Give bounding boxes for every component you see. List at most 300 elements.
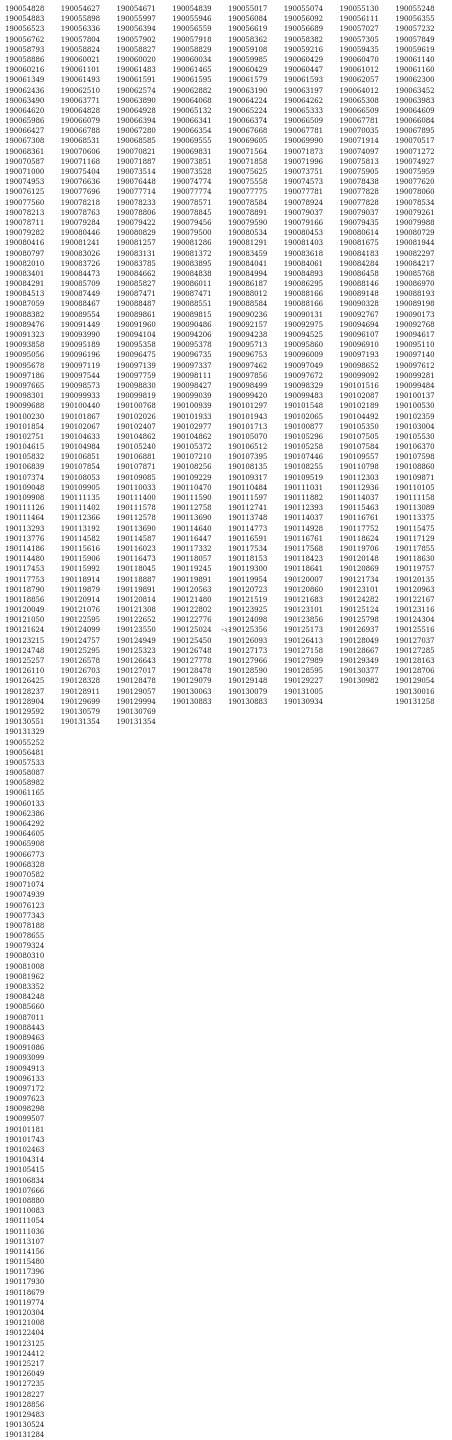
- roll-number: 190067895: [395, 126, 451, 136]
- roll-number: 190089476: [5, 320, 61, 330]
- roll-number: 190078584: [228, 198, 284, 208]
- roll-number: 190118679: [5, 1288, 61, 1298]
- roll-number: 190096196: [61, 350, 117, 360]
- roll-number: 190056481: [5, 748, 61, 758]
- roll-number: 190129079: [172, 676, 228, 686]
- roll-number: 190076123: [5, 901, 61, 911]
- roll-number: 190079166: [284, 218, 340, 228]
- roll-number: 190098298: [5, 1104, 61, 1114]
- roll-number: 190105415: [5, 1165, 61, 1175]
- roll-number: 190059619: [395, 45, 451, 55]
- roll-number: 190101297: [228, 401, 284, 411]
- roll-number: 190070606: [61, 147, 117, 157]
- roll-number: 190058793: [5, 45, 61, 55]
- roll-number: 190079284: [61, 218, 117, 228]
- roll-number: 190088584: [228, 299, 284, 309]
- roll-number: 190092157: [228, 320, 284, 330]
- roll-number: 190098652: [340, 361, 396, 371]
- roll-number: 190076448: [117, 177, 173, 187]
- roll-number: 190126578: [61, 656, 117, 666]
- roll-number: 190122776: [172, 615, 228, 625]
- roll-number: 190125217: [5, 1359, 61, 1369]
- roll-number: 190101854: [5, 422, 61, 432]
- page-number: -২-: [0, 624, 452, 636]
- roll-number: 190092975: [284, 320, 340, 330]
- roll-number: 190069990: [284, 136, 340, 146]
- roll-number: 190102087: [340, 391, 396, 401]
- roll-number: 190064262: [284, 96, 340, 106]
- roll-number: 190118423: [284, 554, 340, 564]
- roll-number: 190064928: [117, 106, 173, 116]
- roll-number: 190080446: [61, 228, 117, 238]
- roll-number: 190055248: [395, 4, 451, 14]
- roll-number: 190067308: [5, 136, 61, 146]
- roll-number: 190129148: [228, 676, 284, 686]
- roll-number: 190093099: [5, 1053, 61, 1063]
- roll-number: 190090328: [340, 299, 396, 309]
- roll-number: 190054839: [172, 4, 228, 14]
- roll-number: 190055997: [117, 14, 173, 24]
- roll-number: 190060470: [340, 55, 396, 65]
- roll-number: 190095358: [117, 340, 173, 350]
- roll-number: 190130883: [172, 697, 228, 707]
- roll-number: 190060216: [5, 65, 61, 75]
- roll-number: 190120049: [5, 605, 61, 615]
- roll-number: 190063197: [284, 86, 340, 96]
- roll-number: 190128237: [5, 687, 61, 697]
- roll-number: 190106834: [5, 1176, 61, 1186]
- roll-number: 190063452: [395, 86, 451, 96]
- roll-number: 190057305: [340, 35, 396, 45]
- roll-number: 190112758: [172, 503, 228, 513]
- roll-number: 190088467: [61, 299, 117, 309]
- roll-number: 190080797: [5, 249, 61, 259]
- roll-number: 190074573: [284, 177, 340, 187]
- roll-number: 190097462: [228, 361, 284, 371]
- roll-number: 190083785: [117, 259, 173, 269]
- roll-number: 190099507: [5, 1114, 61, 1124]
- roll-number: 190058886: [5, 55, 61, 65]
- roll-number: 190100768: [117, 401, 173, 411]
- roll-number: 190074927: [395, 157, 451, 167]
- roll-number: 190123550: [117, 625, 173, 635]
- roll-number: 190114773: [228, 524, 284, 534]
- roll-number: 190056336: [61, 24, 117, 34]
- roll-number: 190119706: [340, 544, 396, 554]
- roll-number: 190121008: [5, 1318, 61, 1328]
- roll-number: 190071000: [5, 167, 61, 177]
- roll-number: 190114156: [5, 1247, 61, 1257]
- roll-number: 190123101: [340, 585, 396, 595]
- roll-number: 190123116: [395, 605, 451, 615]
- roll-number: 190084183: [340, 249, 396, 259]
- roll-number: 190100877: [284, 422, 340, 432]
- roll-number: 190115906: [61, 554, 117, 564]
- roll-number: 190083131: [117, 249, 173, 259]
- roll-number: 190084041: [228, 259, 284, 269]
- roll-number: 190099483: [284, 391, 340, 401]
- roll-number: 190073751: [284, 167, 340, 177]
- roll-number: 190096910: [340, 340, 396, 350]
- roll-number: 190107395: [228, 452, 284, 462]
- roll-number: 190056689: [284, 24, 340, 34]
- roll-number: 190089861: [117, 310, 173, 320]
- roll-number: 190116591: [228, 534, 284, 544]
- roll-number: 190110484: [228, 483, 284, 493]
- roll-number: 190092768: [395, 320, 451, 330]
- roll-number: 190107584: [340, 442, 396, 452]
- roll-number: 190120304: [5, 1308, 61, 1318]
- roll-number: 190064224: [228, 96, 284, 106]
- roll-number: 190061160: [395, 65, 451, 75]
- roll-number: 190121734: [340, 575, 396, 585]
- roll-number: 190068328: [5, 860, 61, 870]
- roll-number: 190117568: [284, 544, 340, 554]
- roll-number: 190089148: [340, 289, 396, 299]
- roll-number: 190065308: [340, 96, 396, 106]
- roll-number: 190094617: [395, 330, 451, 340]
- roll-number: 190060021: [61, 55, 117, 65]
- roll-number: 190090486: [172, 320, 228, 330]
- roll-number: 190118624: [340, 534, 396, 544]
- roll-number: 190130934: [284, 697, 340, 707]
- roll-number: 190127285: [395, 646, 451, 656]
- roll-number: 190087471: [117, 289, 173, 299]
- roll-number: 190125798: [340, 615, 396, 625]
- roll-number: 190095860: [284, 340, 340, 350]
- roll-number: 190126093: [228, 636, 284, 646]
- roll-number: 190109908: [5, 493, 61, 503]
- roll-number: 190097856: [228, 371, 284, 381]
- roll-number: 190117534: [228, 544, 284, 554]
- roll-number: 190061591: [117, 75, 173, 85]
- roll-number: 190130551: [5, 717, 61, 727]
- roll-number: 190079282: [5, 228, 61, 238]
- roll-number: 190102407: [117, 422, 173, 432]
- roll-number: 190120007: [284, 575, 340, 585]
- roll-number: 190112393: [284, 503, 340, 513]
- roll-number: 190066427: [5, 126, 61, 136]
- roll-number: 190131354: [61, 717, 117, 727]
- roll-number: 190112578: [117, 513, 173, 523]
- roll-number: 190113776: [5, 534, 61, 544]
- roll-number: 190105296: [284, 432, 340, 442]
- roll-number: 190120563: [172, 585, 228, 595]
- roll-number: 190117855: [395, 544, 451, 554]
- roll-number: 190079500: [172, 228, 228, 238]
- roll-number: 190078218: [61, 198, 117, 208]
- roll-number: 190083726: [61, 259, 117, 269]
- roll-number: 190113690: [172, 513, 228, 523]
- roll-number: 190081241: [61, 238, 117, 248]
- roll-number: 190084838: [172, 269, 228, 279]
- roll-number: 190120914: [61, 595, 117, 605]
- roll-number: 190078213: [5, 208, 61, 218]
- roll-number: 190114587: [117, 534, 173, 544]
- roll-number: 190107871: [117, 462, 173, 472]
- roll-number: 190077774: [172, 187, 228, 197]
- roll-number: 190105258: [284, 442, 340, 452]
- roll-number: 190061493: [61, 75, 117, 85]
- roll-number: 190099933: [61, 391, 117, 401]
- roll-number: 190085827: [117, 279, 173, 289]
- roll-number: 190084994: [228, 269, 284, 279]
- roll-number: 190081372: [172, 249, 228, 259]
- roll-number: 190102359: [395, 412, 451, 422]
- roll-number: 190064012: [340, 86, 396, 96]
- roll-number: 190111464: [5, 513, 61, 523]
- roll-number: 190113293: [5, 524, 61, 534]
- roll-number: 190060034: [172, 55, 228, 65]
- roll-number: 190104862: [172, 432, 228, 442]
- roll-number: 190113375: [395, 513, 451, 523]
- roll-number: 190106370: [395, 442, 451, 452]
- roll-number: 190113690: [117, 524, 173, 534]
- roll-number: 190059435: [340, 45, 396, 55]
- roll-number: 190058824: [61, 45, 117, 55]
- roll-number: 190084291: [5, 279, 61, 289]
- roll-number: 190119891: [117, 585, 173, 595]
- roll-number: 190085660: [5, 1002, 61, 1012]
- roll-number: 190094913: [5, 1064, 61, 1074]
- roll-number: 190080453: [284, 228, 340, 238]
- roll-number: 190125024: [172, 625, 228, 635]
- roll-number: 190097140: [395, 350, 451, 360]
- roll-number: 190106881: [117, 452, 173, 462]
- roll-number: 190098427: [172, 381, 228, 391]
- roll-number: 190115475: [395, 524, 451, 534]
- roll-number: 190113107: [5, 1237, 61, 1247]
- roll-number: 190089554: [61, 310, 117, 320]
- roll-number: 190055017: [228, 4, 284, 14]
- roll-number: 190078534: [395, 198, 451, 208]
- roll-number: 190118790: [5, 585, 61, 595]
- roll-number: 190064605: [5, 829, 61, 839]
- roll-number: 190089463: [5, 1033, 61, 1043]
- roll-number: 190108053: [61, 473, 117, 483]
- roll-number: 190120860: [284, 585, 340, 595]
- roll-number: 190099092: [340, 371, 396, 381]
- roll-number: 190118914: [61, 575, 117, 585]
- roll-number: 190070517: [395, 136, 451, 146]
- roll-number: 190056523: [5, 24, 61, 34]
- roll-number: 190121683: [284, 595, 340, 605]
- roll-number: 190131354: [117, 717, 173, 727]
- roll-number: 190098830: [117, 381, 173, 391]
- roll-number: 190124757: [61, 636, 117, 646]
- roll-number: 190067668: [228, 126, 284, 136]
- roll-number: 190054883: [5, 14, 61, 24]
- roll-number: 190060429: [284, 55, 340, 65]
- roll-number: 190098499: [228, 381, 284, 391]
- roll-number: 190086458: [340, 269, 396, 279]
- roll-number: 190075905: [340, 167, 396, 177]
- roll-number: 190064068: [172, 96, 228, 106]
- roll-number: 190101713: [228, 422, 284, 432]
- roll-number: 190110470: [172, 483, 228, 493]
- roll-number: 190080534: [228, 228, 284, 238]
- roll-number: 190126049: [5, 1369, 61, 1379]
- roll-number: 190078655: [5, 931, 61, 941]
- roll-number: 190118153: [228, 554, 284, 564]
- roll-number: 190104314: [5, 1155, 61, 1165]
- roll-number: 190084061: [284, 259, 340, 269]
- roll-number: 190075813: [340, 157, 396, 167]
- roll-number: 190091960: [117, 320, 173, 330]
- roll-number: 190088551: [172, 299, 228, 309]
- roll-number: 190122404: [5, 1328, 61, 1338]
- roll-number: 190119245: [172, 564, 228, 574]
- roll-number: 190061595: [172, 75, 228, 85]
- roll-number: 190120723: [228, 585, 284, 595]
- roll-number: 190096753: [228, 350, 284, 360]
- roll-number: 190078845: [172, 208, 228, 218]
- roll-number: 190094694: [340, 320, 396, 330]
- roll-number: 190112936: [340, 483, 396, 493]
- roll-number: 190097119: [61, 361, 117, 371]
- roll-number: 190129994: [117, 697, 173, 707]
- roll-number: 190111597: [228, 493, 284, 503]
- roll-number: 190064609: [395, 106, 451, 116]
- roll-number: 190087471: [172, 289, 228, 299]
- roll-number: 190105372: [172, 442, 228, 452]
- roll-number: 190093990: [61, 330, 117, 340]
- roll-number: 190084893: [284, 269, 340, 279]
- roll-number: 190105530: [395, 432, 451, 442]
- roll-number: 190065986: [5, 116, 61, 126]
- roll-number: 190125323: [117, 646, 173, 656]
- roll-number: 190063771: [61, 96, 117, 106]
- roll-number: 190130016: [395, 687, 451, 697]
- roll-number: 190084662: [117, 269, 173, 279]
- roll-number: 190066084: [395, 116, 451, 126]
- roll-number: 190108135: [228, 462, 284, 472]
- roll-number: 190056092: [284, 14, 340, 24]
- roll-number: 190095189: [61, 340, 117, 350]
- roll-number: 190127017: [117, 666, 173, 676]
- roll-number: 190069831: [172, 147, 228, 157]
- roll-number: 190112741: [228, 503, 284, 513]
- roll-number: 190088382: [5, 310, 61, 320]
- roll-number: 190061465: [172, 65, 228, 75]
- roll-number: 190127778: [172, 656, 228, 666]
- roll-number: 190128328: [61, 676, 117, 686]
- roll-number: 190118641: [284, 564, 340, 574]
- roll-number: 190102977: [172, 422, 228, 432]
- roll-number: 190075404: [61, 167, 117, 177]
- roll-number: 190122167: [395, 595, 451, 605]
- roll-number: 190060020: [117, 55, 173, 65]
- roll-number: 190114186: [5, 544, 61, 554]
- roll-number: 190054828: [5, 4, 61, 14]
- roll-number: 190101933: [172, 412, 228, 422]
- roll-number: 190116761: [284, 534, 340, 544]
- roll-number: 190129592: [5, 707, 61, 717]
- roll-number: 190129699: [61, 697, 117, 707]
- roll-number: 190128595: [284, 666, 340, 676]
- roll-number: 190104615: [5, 442, 61, 452]
- roll-number: 190077620: [395, 177, 451, 187]
- roll-number: 190126937: [340, 625, 396, 635]
- roll-number: 190088166: [284, 289, 340, 299]
- roll-number: 190071887: [117, 157, 173, 167]
- roll-number: 190122595: [61, 615, 117, 625]
- roll-number: 190081675: [340, 238, 396, 248]
- roll-number: 190096735: [172, 350, 228, 360]
- roll-number: 190094104: [117, 330, 173, 340]
- roll-number: 190088487: [117, 299, 173, 309]
- roll-number: 190081286: [172, 238, 228, 248]
- roll-number: 190111400: [117, 493, 173, 503]
- roll-number: 190091323: [5, 330, 61, 340]
- roll-number: 190062882: [172, 86, 228, 96]
- roll-number: 190078763: [61, 208, 117, 218]
- roll-number: 190083618: [284, 249, 340, 259]
- roll-number: 190086295: [284, 279, 340, 289]
- roll-number: 190084217: [395, 259, 451, 269]
- roll-number: 190078891: [228, 208, 284, 218]
- roll-number: 190105240: [117, 442, 173, 452]
- roll-number: 190119300: [228, 564, 284, 574]
- roll-number: 190099420: [228, 391, 284, 401]
- roll-number: 190083401: [5, 269, 61, 279]
- roll-number: 190097612: [395, 361, 451, 371]
- roll-number: 190059108: [228, 45, 284, 55]
- roll-number: 190123125: [5, 1339, 61, 1349]
- roll-number: 190066354: [172, 126, 228, 136]
- roll-number: 190123925: [228, 605, 284, 615]
- roll-number: 190083352: [5, 982, 61, 992]
- roll-number: 190062057: [340, 75, 396, 85]
- roll-number: 190083895: [172, 259, 228, 269]
- roll-number: 190093858: [5, 340, 61, 350]
- roll-number: 190075959: [395, 167, 451, 177]
- roll-number: 190106512: [228, 442, 284, 452]
- roll-number: 190123215: [5, 636, 61, 646]
- roll-number: 190128049: [340, 636, 396, 646]
- roll-number: 190087449: [61, 289, 117, 299]
- roll-number: 190111135: [61, 493, 117, 503]
- roll-number: 190130524: [5, 1420, 61, 1430]
- roll-number: 190055074: [284, 4, 340, 14]
- roll-number: 190100230: [5, 412, 61, 422]
- roll-number: 190109871: [395, 473, 451, 483]
- roll-number: 190085709: [61, 279, 117, 289]
- roll-number: 190109085: [117, 473, 173, 483]
- roll-number: 190088193: [395, 289, 451, 299]
- roll-number: 190126643: [117, 656, 173, 666]
- roll-number: 190074097: [340, 147, 396, 157]
- roll-number: 190061165: [5, 788, 61, 798]
- roll-number: 190124412: [5, 1349, 61, 1359]
- roll-number: 190099484: [395, 381, 451, 391]
- roll-number: 190107666: [5, 1186, 61, 1196]
- roll-number: 190058382: [284, 35, 340, 45]
- roll-number: 190073528: [172, 167, 228, 177]
- roll-number: 190129054: [395, 676, 451, 686]
- roll-number: 190083026: [61, 249, 117, 259]
- roll-number: 190059216: [284, 45, 340, 55]
- roll-number: 190095110: [395, 340, 451, 350]
- roll-number: 190101943: [228, 412, 284, 422]
- roll-number: 190096009: [284, 350, 340, 360]
- roll-number: 190100939: [172, 401, 228, 411]
- roll-number: 190069555: [172, 136, 228, 146]
- roll-number: 190126413: [284, 636, 340, 646]
- roll-number: 190077714: [117, 187, 173, 197]
- roll-number: 190099819: [117, 391, 173, 401]
- roll-number: 190079590: [228, 218, 284, 228]
